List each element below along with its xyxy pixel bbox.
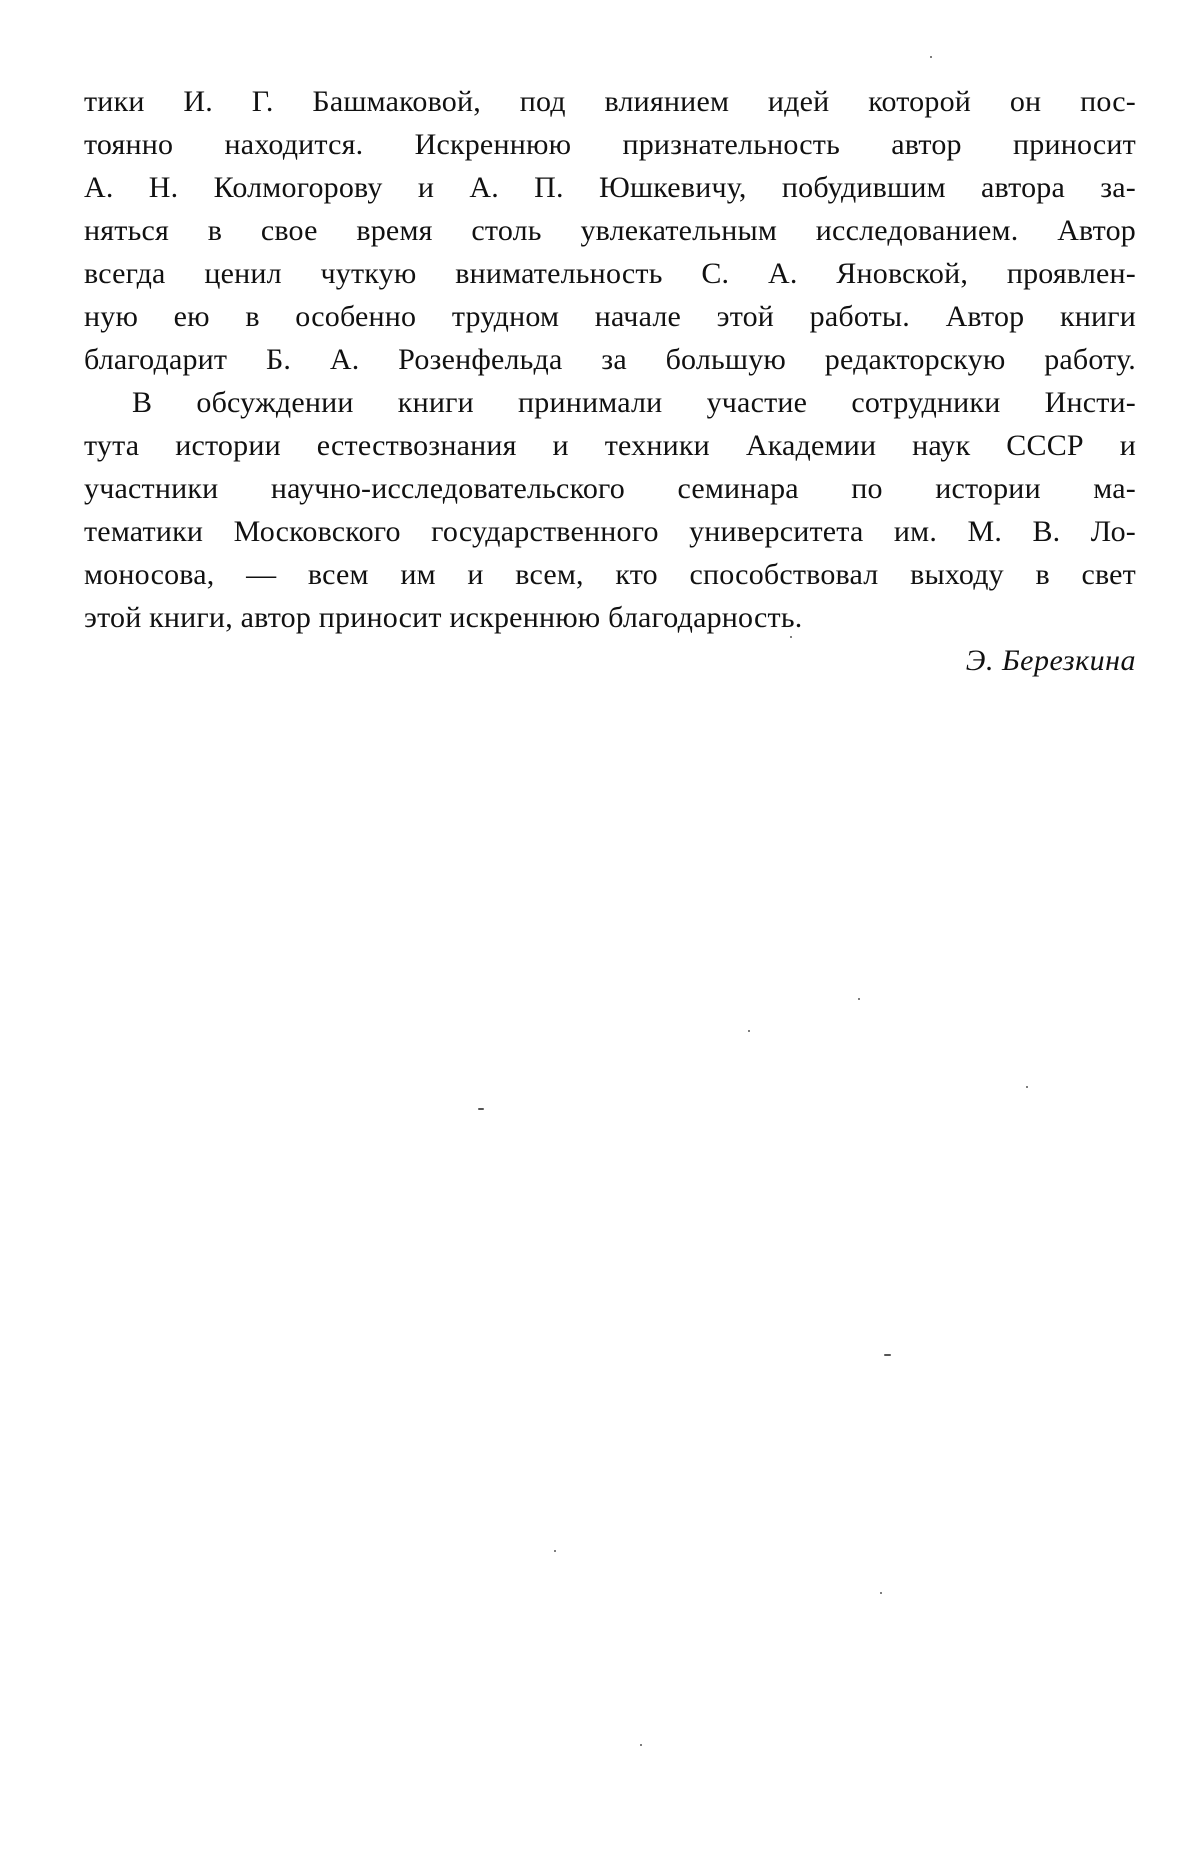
text-line: участники научно-исследовательского семинара по истории ма- — [84, 472, 1136, 505]
text-line: А. Н. Колмогорову и А. П. Юшкевичу, побудившим автора за- — [84, 171, 1136, 204]
text-line: ную ею в особенно трудном начале этой работы. Автор книги — [84, 300, 1136, 333]
text-line: тута истории естествознания и техники Академии наук СССР и — [84, 429, 1136, 462]
text-line: В обсуждении книги принимали участие сотрудники Инсти- — [132, 386, 1136, 419]
scan-speck — [1026, 1086, 1028, 1088]
text-line: тоянно находится. Искреннюю признательность автор приносит — [84, 128, 1136, 161]
page-text — [84, 80, 1136, 682]
text-line: этой книги, автор приносит искреннюю благодарность. — [84, 601, 803, 634]
scan-speck — [554, 1550, 556, 1552]
scan-speck — [884, 1354, 891, 1356]
text-line: благодарит Б. А. Розенфельда за большую редакторскую работу. — [84, 343, 1136, 376]
author-signature: Э. Березкина — [965, 644, 1136, 677]
scan-speck — [748, 1030, 750, 1032]
text-line: всегда ценил чуткую внимательность С. А. Яновской, проявлен- — [84, 257, 1136, 290]
scan-speck — [858, 998, 860, 1000]
scan-speck — [790, 636, 792, 638]
text-line: тики И. Г. Башмаковой, под влиянием идей которой он пос- — [84, 85, 1136, 118]
text-line: моносова, — всем им и всем, кто способствовал выходу в свет — [84, 558, 1136, 591]
paragraph-acknowledgments — [84, 80, 1136, 381]
text-line: тематики Московского государственного университета им. М. В. Ло- — [84, 515, 1136, 548]
scan-speck — [640, 1744, 642, 1746]
scan-speck — [930, 56, 932, 58]
paragraph-discussion — [84, 381, 1136, 639]
scan-speck — [478, 1108, 484, 1110]
text-line: няться в свое время столь увлекательным исследованием. Автор — [84, 214, 1136, 247]
scan-speck — [880, 1592, 882, 1594]
